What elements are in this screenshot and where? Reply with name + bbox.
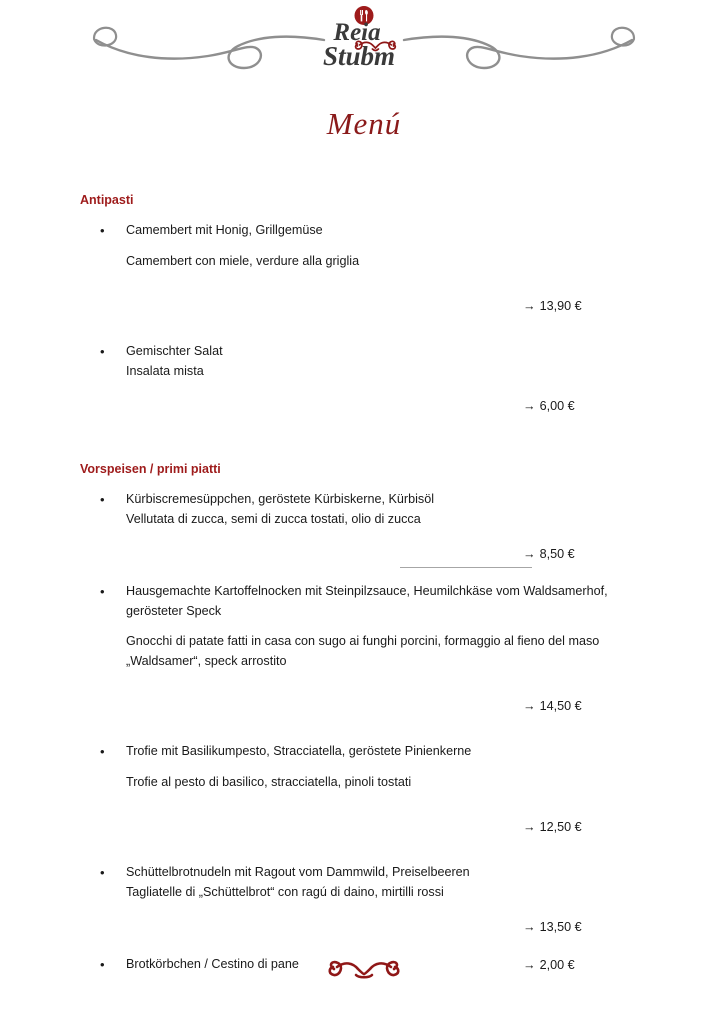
section-heading-vorspeisen: Vorspeisen / primi piatti bbox=[80, 462, 221, 476]
arrow-right-icon: → bbox=[523, 299, 536, 313]
menu-item-name-de: Camembert mit Honig, Grillgemüse bbox=[126, 223, 323, 237]
arrow-right-icon: → bbox=[523, 957, 536, 972]
menu-item bbox=[100, 342, 668, 416]
menu-item-name-it: Trofie al pesto di basilico, stracciatella, pinoli tostati bbox=[126, 774, 412, 789]
arrow-right-icon: → bbox=[523, 920, 536, 934]
price-value: 8,50 € bbox=[539, 547, 575, 561]
price-value: 13,50 € bbox=[539, 920, 582, 934]
menu-item-price-row bbox=[100, 397, 668, 416]
section-divider bbox=[400, 567, 532, 568]
menu-item-name-de: Kürbiscremesüppchen, geröstete Kürbiskerne, Kürbisöl bbox=[126, 492, 435, 506]
flourish-ornament-icon bbox=[0, 958, 728, 984]
menu-item-name-de: Schüttelbrotnudeln mit Ragout vom Dammwild, Preiselbeeren bbox=[126, 865, 470, 879]
price-value: 13,90 € bbox=[539, 299, 582, 313]
restaurant-logo bbox=[284, 6, 444, 70]
menu-item bbox=[100, 742, 668, 837]
menu-item-body bbox=[126, 742, 668, 792]
menu-content bbox=[0, 193, 728, 975]
menu-item-name-de: Hausgemachte Kartoffelnocken mit Steinpilzsauce, Heumilchkäse vom Waldsamerhof, bbox=[126, 584, 608, 598]
logo-line2-wrap bbox=[284, 43, 444, 70]
arrow-right-icon: → bbox=[523, 547, 536, 561]
menu-item-name-it: Camembert con miele, verdure alla griglia bbox=[126, 253, 360, 268]
list-bullet-icon: • bbox=[100, 744, 105, 759]
list-bullet-icon: • bbox=[100, 223, 105, 238]
logo-text-line1: Reia bbox=[333, 19, 381, 46]
menu-item bbox=[100, 221, 668, 316]
menu-item-price bbox=[523, 818, 582, 837]
menu-item bbox=[100, 863, 668, 937]
logo-flourish-icon bbox=[353, 39, 397, 55]
menu-item-body bbox=[126, 342, 668, 381]
arrow-right-icon: → bbox=[523, 699, 536, 713]
arrow-right-icon: → bbox=[523, 820, 536, 834]
spacer bbox=[126, 762, 668, 773]
menu-item-name-de: Gemischter Salat bbox=[126, 344, 223, 358]
menu-item-name-it: Gnocchi di patate fatti in casa con sugo ai funghi porcini, formaggio al fieno del maso bbox=[126, 634, 600, 648]
menu-item-name-it: „Waldsamer“, speck arrostito bbox=[126, 653, 287, 668]
menu-item-price-row bbox=[100, 918, 668, 937]
menu-item-price-row bbox=[100, 697, 668, 716]
menu-item-name-it: Tagliatelle di „Schüttelbrot“ con ragú di daino, mirtilli rossi bbox=[126, 884, 444, 899]
list-bullet-icon: • bbox=[100, 492, 105, 507]
menu-item-body bbox=[126, 582, 668, 671]
menu-item-price bbox=[523, 918, 582, 937]
list-bullet-icon: • bbox=[100, 865, 105, 880]
price-value: 2,00 € bbox=[539, 957, 575, 972]
menu-item-name-it: Insalata mista bbox=[126, 363, 204, 378]
section-heading-antipasti: Antipasti bbox=[80, 193, 134, 207]
menu-item-price-row bbox=[100, 818, 668, 837]
menu-item-price bbox=[523, 297, 582, 316]
spacer bbox=[126, 241, 668, 252]
menu-item bbox=[100, 490, 668, 564]
menu-item-price bbox=[523, 697, 582, 716]
menu-item-name-de: gerösteter Speck bbox=[126, 603, 222, 618]
menu-item-name-de: Brotkörbchen / Cestino di pane bbox=[126, 957, 299, 971]
menu-item-name-it: Vellutata di zucca, semi di zucca tostati, olio di zucca bbox=[126, 511, 421, 526]
page-header bbox=[0, 0, 728, 92]
logo-text-line2: Stubm bbox=[322, 41, 396, 71]
price-value: 6,00 € bbox=[539, 399, 575, 413]
menu-item-body bbox=[126, 863, 668, 902]
menu-item-body bbox=[126, 490, 668, 529]
arrow-right-icon: → bbox=[523, 399, 536, 413]
menu-item-body bbox=[126, 221, 668, 271]
page-title: Menú bbox=[326, 106, 402, 141]
menu-item-price bbox=[523, 545, 575, 564]
price-value: 14,50 € bbox=[539, 699, 582, 713]
menu-item-price bbox=[523, 397, 575, 416]
menu-item-price-row bbox=[100, 545, 668, 564]
list-bullet-icon: • bbox=[100, 957, 105, 972]
list-bullet-icon: • bbox=[100, 344, 105, 359]
menu-item-price-row bbox=[100, 297, 668, 316]
price-value: 12,50 € bbox=[539, 820, 582, 834]
list-bullet-icon: • bbox=[100, 584, 105, 599]
spacer bbox=[126, 621, 668, 632]
menu-item bbox=[100, 582, 668, 716]
menu-item-name-de: Trofie mit Basilikumpesto, Stracciatella, geröstete Pinienkerne bbox=[126, 744, 472, 758]
